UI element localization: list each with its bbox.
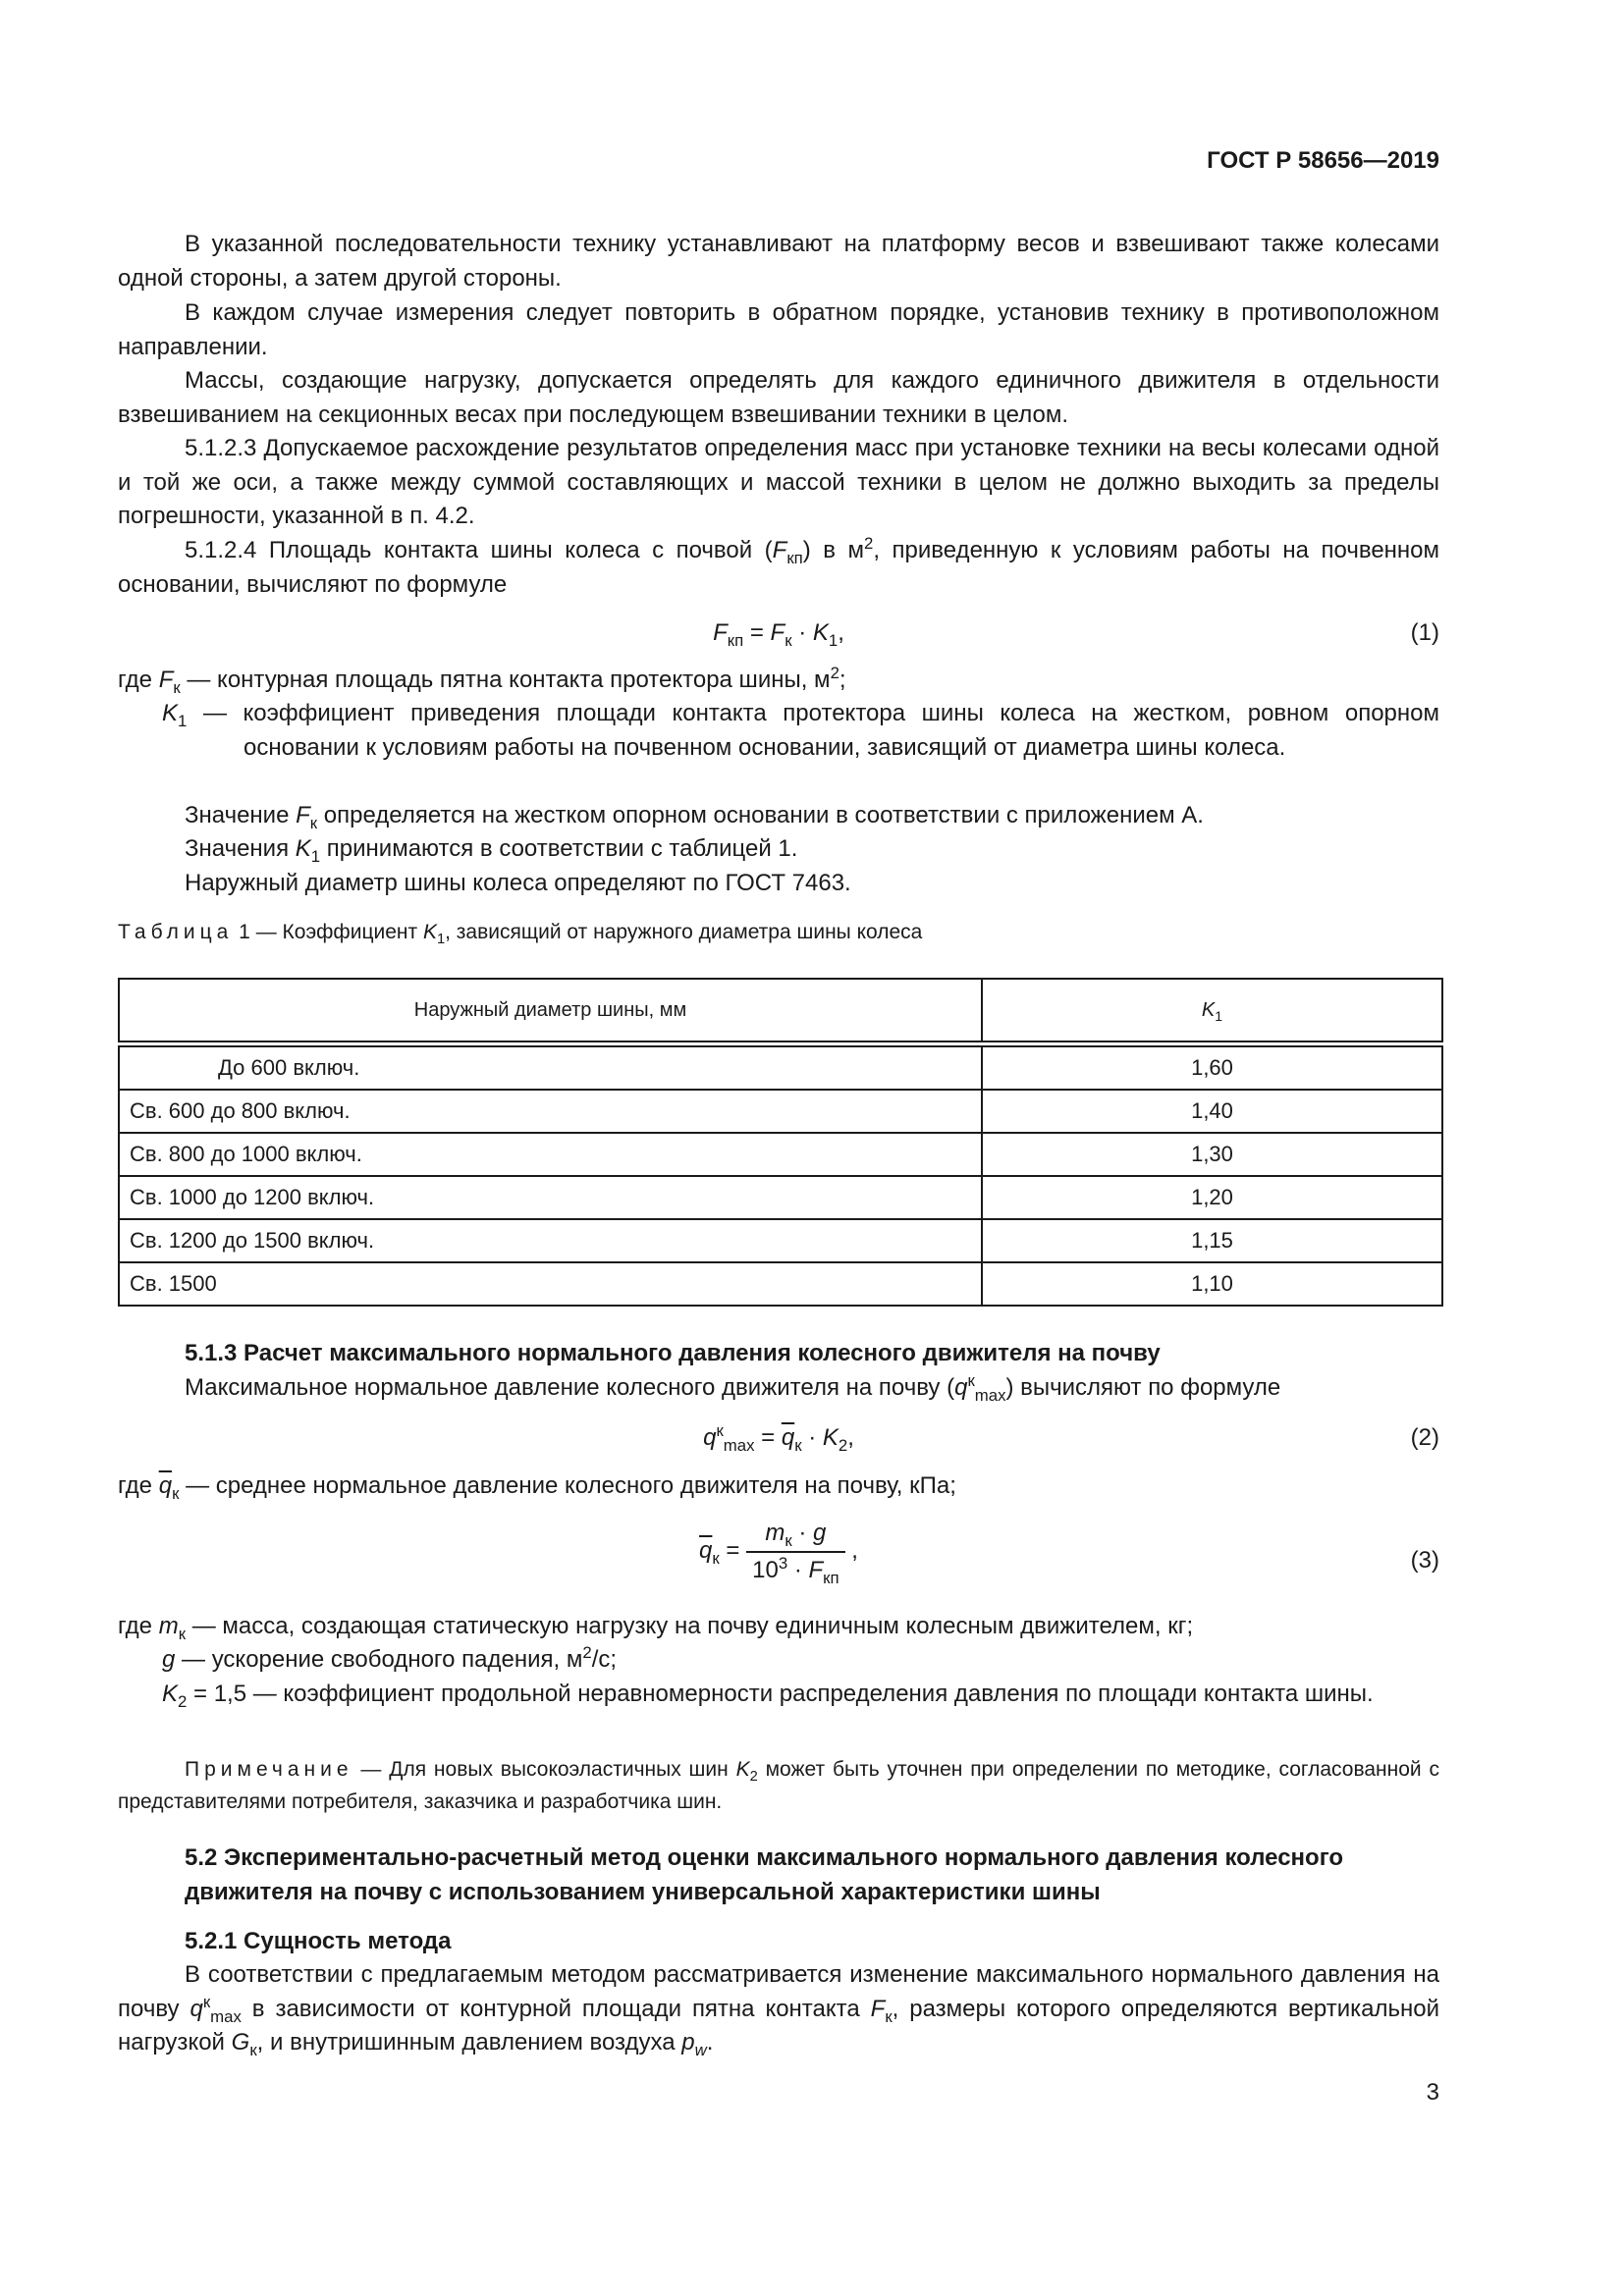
section-heading-5-1-3: 5.1.3 Расчет максимального нормального давления колесного движителя на почву: [185, 1340, 1161, 1366]
column-header: $K_1$: [982, 979, 1442, 1044]
paragraph: Значение $F_к$ определяется на жестком опорном основании в соответствии с приложением А.: [185, 802, 1204, 832]
equation-number: (1): [1410, 619, 1439, 646]
table-row: Св. 1500 1,10: [119, 1262, 1442, 1306]
paragraph-5-1-2-3: 5.1.2.3 Допускаемое расхождение результатов определения масс при установке техники на весы колесами одной и той же оси, а также между суммой составляющих и массой техники в целом не должно выходить за пределы погрешности, указанной в п. 4.2.: [118, 435, 1439, 530]
section-heading-5-2: 5.2 Экспериментально-расчетный метод оценки максимального нормального давления колесного движителя на почву с использованием универсальной характеристики шины: [185, 1844, 1344, 1905]
paragraph: Максимальное нормальное давление колесного движителя на почву $(q^к_{max})$ вычисляют по формуле: [185, 1370, 1281, 1405]
definition: где $F_к$ — контурная площадь пятна контакта протектора шины, $м^2$;: [118, 663, 846, 697]
definition: $K_1$ — коэффициент приведения площади контакта протектора шины колеса на жестком, ровном опорном основании к условиям работы на почвенном основании, зависящий от диаметра шины колеса.: [162, 700, 1439, 761]
paragraph: Наружный диаметр шины колеса определяют по ГОСТ 7463.: [185, 870, 851, 896]
paragraph: В каждом случае измерения следует повторить в обратном порядке, установив технику в противоположном направлении.: [118, 299, 1439, 360]
table-row: До 600 включ. 1,60: [119, 1044, 1442, 1091]
formula-3: $\overline{q}_к$ = $\frac{m_к \cdot g}{10^3 \cdot F_{кп}}$ , (3): [699, 1520, 1439, 1587]
paragraph-5-1-2-4: 5.1.2.4 Площадь контакта шины колеса с почвой $(F_{кп})$ в $м^2$, приведенную к условиям работы на почвенном основании, вычисляют по формуле: [118, 533, 1440, 598]
definition: где $m_к$ — масса, создающая статическую нагрузку на почву единичным колесным движителем, кг;: [118, 1613, 1194, 1643]
note: Примечание — Для новых высокоэластичных шин $K_2$ может быть уточнен при определении по методике, согласованной с представителями потребителя, заказчика и разработчика шин.: [118, 1758, 1439, 1813]
paragraph: В соответствии с предлагаемым методом рассматривается изменение максимального нормального давления на почву $q^к_{max}$ в зависимости от контурной площади пятна контакта $F_к$, размеры которого определяются вертикальной нагрузкой $G_к$, и внутришинным давлением воздуха $p_w$.: [118, 1961, 1439, 2060]
section-heading-5-2-1: 5.2.1 Сущность метода: [185, 1928, 452, 1954]
table-header-row: [119, 979, 1442, 1044]
formula-2: $q^к_{max} = \overline{q}_к \cdot K_2$, (2): [703, 1420, 1439, 1455]
definition: g — ускорение свободного падения, $м^2/с$;: [162, 1642, 618, 1673]
document-header: ГОСТ Р 58656—2019: [1207, 147, 1439, 174]
definition: где $\overline{q}_к$ — среднее нормальное давление колесного движителя на почву, кПа;: [118, 1472, 956, 1503]
column-header: Наружный диаметр шины, мм: [119, 979, 982, 1044]
table-row: Св. 600 до 800 включ. 1,40: [119, 1090, 1442, 1133]
coefficient-table: [118, 978, 1443, 1307]
definition: $K_2 = 1,5$ — коэффициент продольной неравномерности распределения давления по площади контакта шины.: [162, 1681, 1374, 1711]
table-caption: Таблица 1 — Коэффициент $K_1$, зависящий от наружного диаметра шины колеса: [118, 921, 923, 948]
page-number: 3: [1426, 2079, 1439, 2106]
table-row: Св. 1000 до 1200 включ. 1,20: [119, 1176, 1442, 1219]
formula-1: $F_{кп} = F_к \cdot K_1$, (1): [118, 616, 1439, 651]
table-row: Св. 800 до 1000 включ. 1,30: [119, 1133, 1442, 1176]
table-row: Св. 1200 до 1500 включ. 1,15: [119, 1219, 1442, 1262]
paragraph: В указанной последовательности технику устанавливают на платформу весов и взвешивают также колесами одной стороны, а затем другой стороны.: [118, 231, 1439, 292]
equation-number: (3): [1410, 1547, 1439, 1574]
paragraph: Значения $K_1$ принимаются в соответствии с таблицей 1.: [185, 835, 798, 866]
equation-number: (2): [1410, 1424, 1439, 1451]
paragraph: Массы, создающие нагрузку, допускается определять для каждого единичного движителя в отдельности взвешиванием на секционных весах при последующем взвешивании техники в целом.: [118, 367, 1439, 428]
